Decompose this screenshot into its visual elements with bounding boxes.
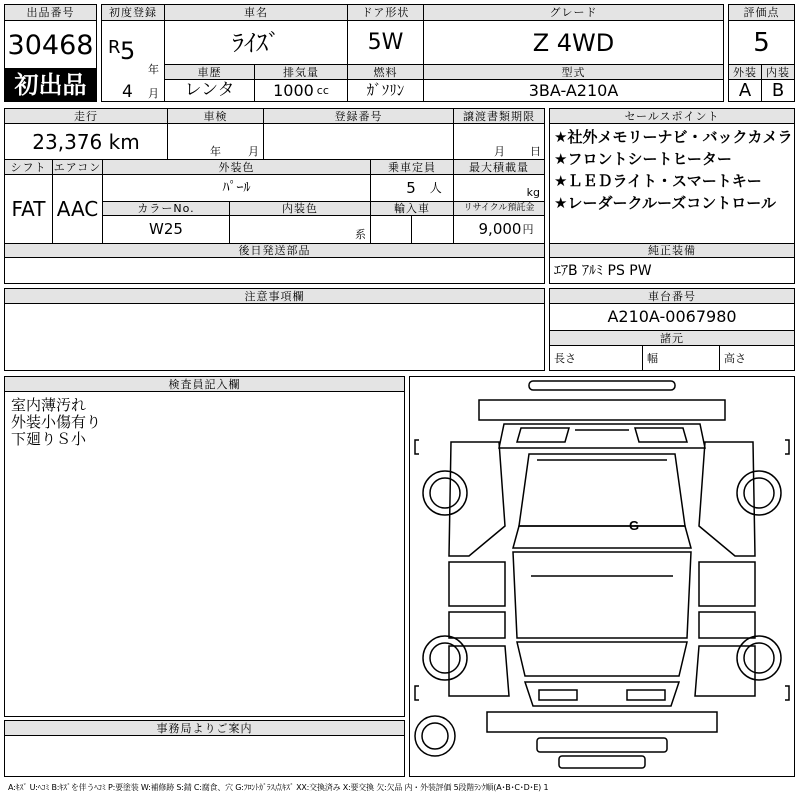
color-value: ﾊﾟｰﾙ: [103, 175, 371, 202]
hood-icon: [519, 454, 685, 526]
later-parts-value: [5, 258, 544, 283]
load-cell: [454, 175, 544, 202]
era-label: R: [108, 37, 121, 58]
legend-text: A:ｷｽﾞ U:ﾍｺﾐ B:ｷｽﾞを伴うﾍｺﾐ P:要塗装 W:補修跡 S:錆 C:腐食、穴 G:ﾌﾛﾝﾄｶﾞﾗｽ点ｷｽﾞ XX:交換済み X:要交換 欠:欠品 内・外装評価 5段階ﾗﾝｸ順(A･B･C･D･E) 1: [8, 783, 549, 792]
roof-icon: [513, 552, 691, 638]
load-unit: kg: [526, 186, 540, 199]
color-no-label: カラーNo.: [103, 202, 230, 216]
chassis-value: A210A-0067980: [550, 304, 794, 331]
spec-label: 諸元: [550, 331, 794, 346]
width-label: 幅: [643, 346, 720, 370]
score-value: 5: [729, 21, 794, 65]
color-label: 外装色: [103, 160, 371, 175]
displacement-cell: [255, 80, 348, 101]
later-parts-label: 後日発送部品: [5, 243, 544, 258]
plate-label: 登録番号: [264, 109, 454, 124]
interior-color-cell: [230, 216, 371, 243]
sales-points-list: [550, 126, 794, 214]
inspector-line: 下廻りＳ小: [11, 430, 87, 448]
height-label: 高さ: [724, 351, 746, 365]
insp-year-unit: 年: [210, 145, 221, 158]
front-bumper-icon: [479, 400, 725, 420]
month-unit: 月: [148, 87, 159, 100]
ac-label: エアコン: [53, 160, 102, 174]
year-unit: 年: [148, 63, 159, 76]
inspector-box: [4, 376, 405, 717]
car-diagram: [409, 376, 795, 777]
ac-value: AAC: [53, 175, 103, 243]
exterior-label: 外装: [729, 65, 762, 80]
grade-value: Z 4WD: [424, 21, 723, 65]
office-label: 事務局よりご案内: [5, 721, 404, 736]
left-door-icon: [449, 562, 505, 606]
load-label: 最大積載量: [454, 160, 544, 175]
chassis-box: [549, 288, 795, 371]
interior-score: B: [771, 80, 785, 101]
length-label: 長さ: [550, 346, 643, 370]
shift-label: シフト: [5, 160, 53, 175]
transfer-month-unit: 月: [494, 145, 505, 158]
history-value: レンタ: [165, 80, 255, 101]
sales-point-item: ★レーダークルーズコントロール: [554, 194, 776, 212]
door-label: ドア形状: [348, 5, 424, 21]
plate-value: [264, 124, 454, 160]
door-value: 5W: [348, 21, 424, 65]
recycle-unit: 円: [522, 223, 534, 236]
inspector-line: 室内薄汚れ: [11, 396, 87, 414]
capacity-value: 5: [406, 178, 416, 197]
recycle-value: 9,000: [478, 220, 522, 238]
notes-box: [4, 288, 545, 371]
lot-label: 出品番号: [5, 5, 96, 21]
import-value: [371, 216, 412, 243]
first-reg-cell: [102, 21, 165, 101]
displacement-unit: cc: [316, 84, 329, 97]
shift-value: FAT: [5, 175, 53, 243]
car-name-label: 車名: [165, 5, 348, 21]
grade-label: グレード: [424, 5, 723, 21]
inspector-notes: [7, 397, 101, 448]
inspector-line: 外装小傷有り: [11, 413, 102, 431]
score-box: [728, 4, 795, 102]
vehicle-header: [101, 4, 724, 102]
rear-bumper-icon: [487, 712, 717, 732]
capacity-unit: 人: [429, 181, 442, 195]
history-label: 車歴: [165, 65, 255, 80]
score-label: 評価点: [729, 5, 794, 21]
spare-wheel-icon: [415, 716, 455, 756]
lot-box: [4, 4, 97, 102]
damage-mark-g: G: [629, 518, 640, 533]
sales-point-item: ★社外メモリーナビ・バックカメラ: [554, 128, 793, 146]
transfer-cell: [454, 124, 544, 160]
first-reg-label: 初度登録: [102, 5, 165, 21]
inspector-label: 検査員記入欄: [5, 377, 404, 392]
reg-month: 4: [122, 82, 133, 101]
mileage-label: 走行: [5, 109, 168, 124]
car-name: ﾗｲｽﾞ: [165, 21, 348, 65]
capacity-label: 乗車定員: [371, 160, 454, 175]
import-label: 輸入車: [371, 202, 454, 216]
inspection-label: 車検: [168, 109, 264, 124]
interior-label: 内装: [762, 65, 794, 80]
recycle-label: リサイクル預託金: [454, 202, 544, 216]
first-listing-badge: 初出品: [5, 68, 96, 101]
exterior-score: A: [729, 80, 762, 101]
color-no-value: W25: [103, 216, 230, 243]
transfer-day-unit: 日: [530, 145, 541, 158]
fuel-label: 燃料: [348, 65, 424, 80]
interior-suffix: 系: [355, 228, 366, 241]
capacity-cell: [371, 175, 454, 202]
model-label: 型式: [424, 65, 723, 80]
transfer-label: 譲渡書類期限: [454, 109, 544, 124]
notes-label: 注意事項欄: [5, 289, 544, 304]
displacement-label: 排気量: [255, 65, 348, 80]
equipment-value: ｴｱB ｱﾙﾐ PS PW: [554, 262, 652, 279]
roof-bar-icon: [529, 381, 675, 390]
insp-month-unit: 月: [248, 145, 259, 158]
displacement-value: 1000: [273, 80, 314, 100]
sales-points-label: セールスポイント: [550, 109, 794, 124]
inspection-cell: [168, 124, 264, 160]
fuel-value: ｶﾞｿﾘﾝ: [348, 80, 424, 101]
sales-point-item: ★フロントシートヒーター: [554, 150, 732, 168]
chassis-label: 車台番号: [550, 289, 794, 304]
equipment-label: 純正装備: [550, 243, 794, 258]
import-value-2: [412, 216, 454, 243]
interior-color-label: 内装色: [230, 202, 371, 216]
office-box: [4, 720, 405, 777]
reg-year: 5: [120, 37, 136, 65]
sales-points-box: [549, 108, 795, 284]
model-value: 3BA-A210A: [528, 80, 619, 100]
detail-block: [4, 108, 545, 284]
right-door-icon: [699, 562, 755, 606]
lot-number: 30468: [7, 29, 94, 61]
mileage-value: 23,376 km: [5, 124, 168, 160]
recycle-cell: [454, 216, 544, 243]
sales-point-item: ★ＬＥＤライト・スマートキー: [554, 172, 762, 190]
